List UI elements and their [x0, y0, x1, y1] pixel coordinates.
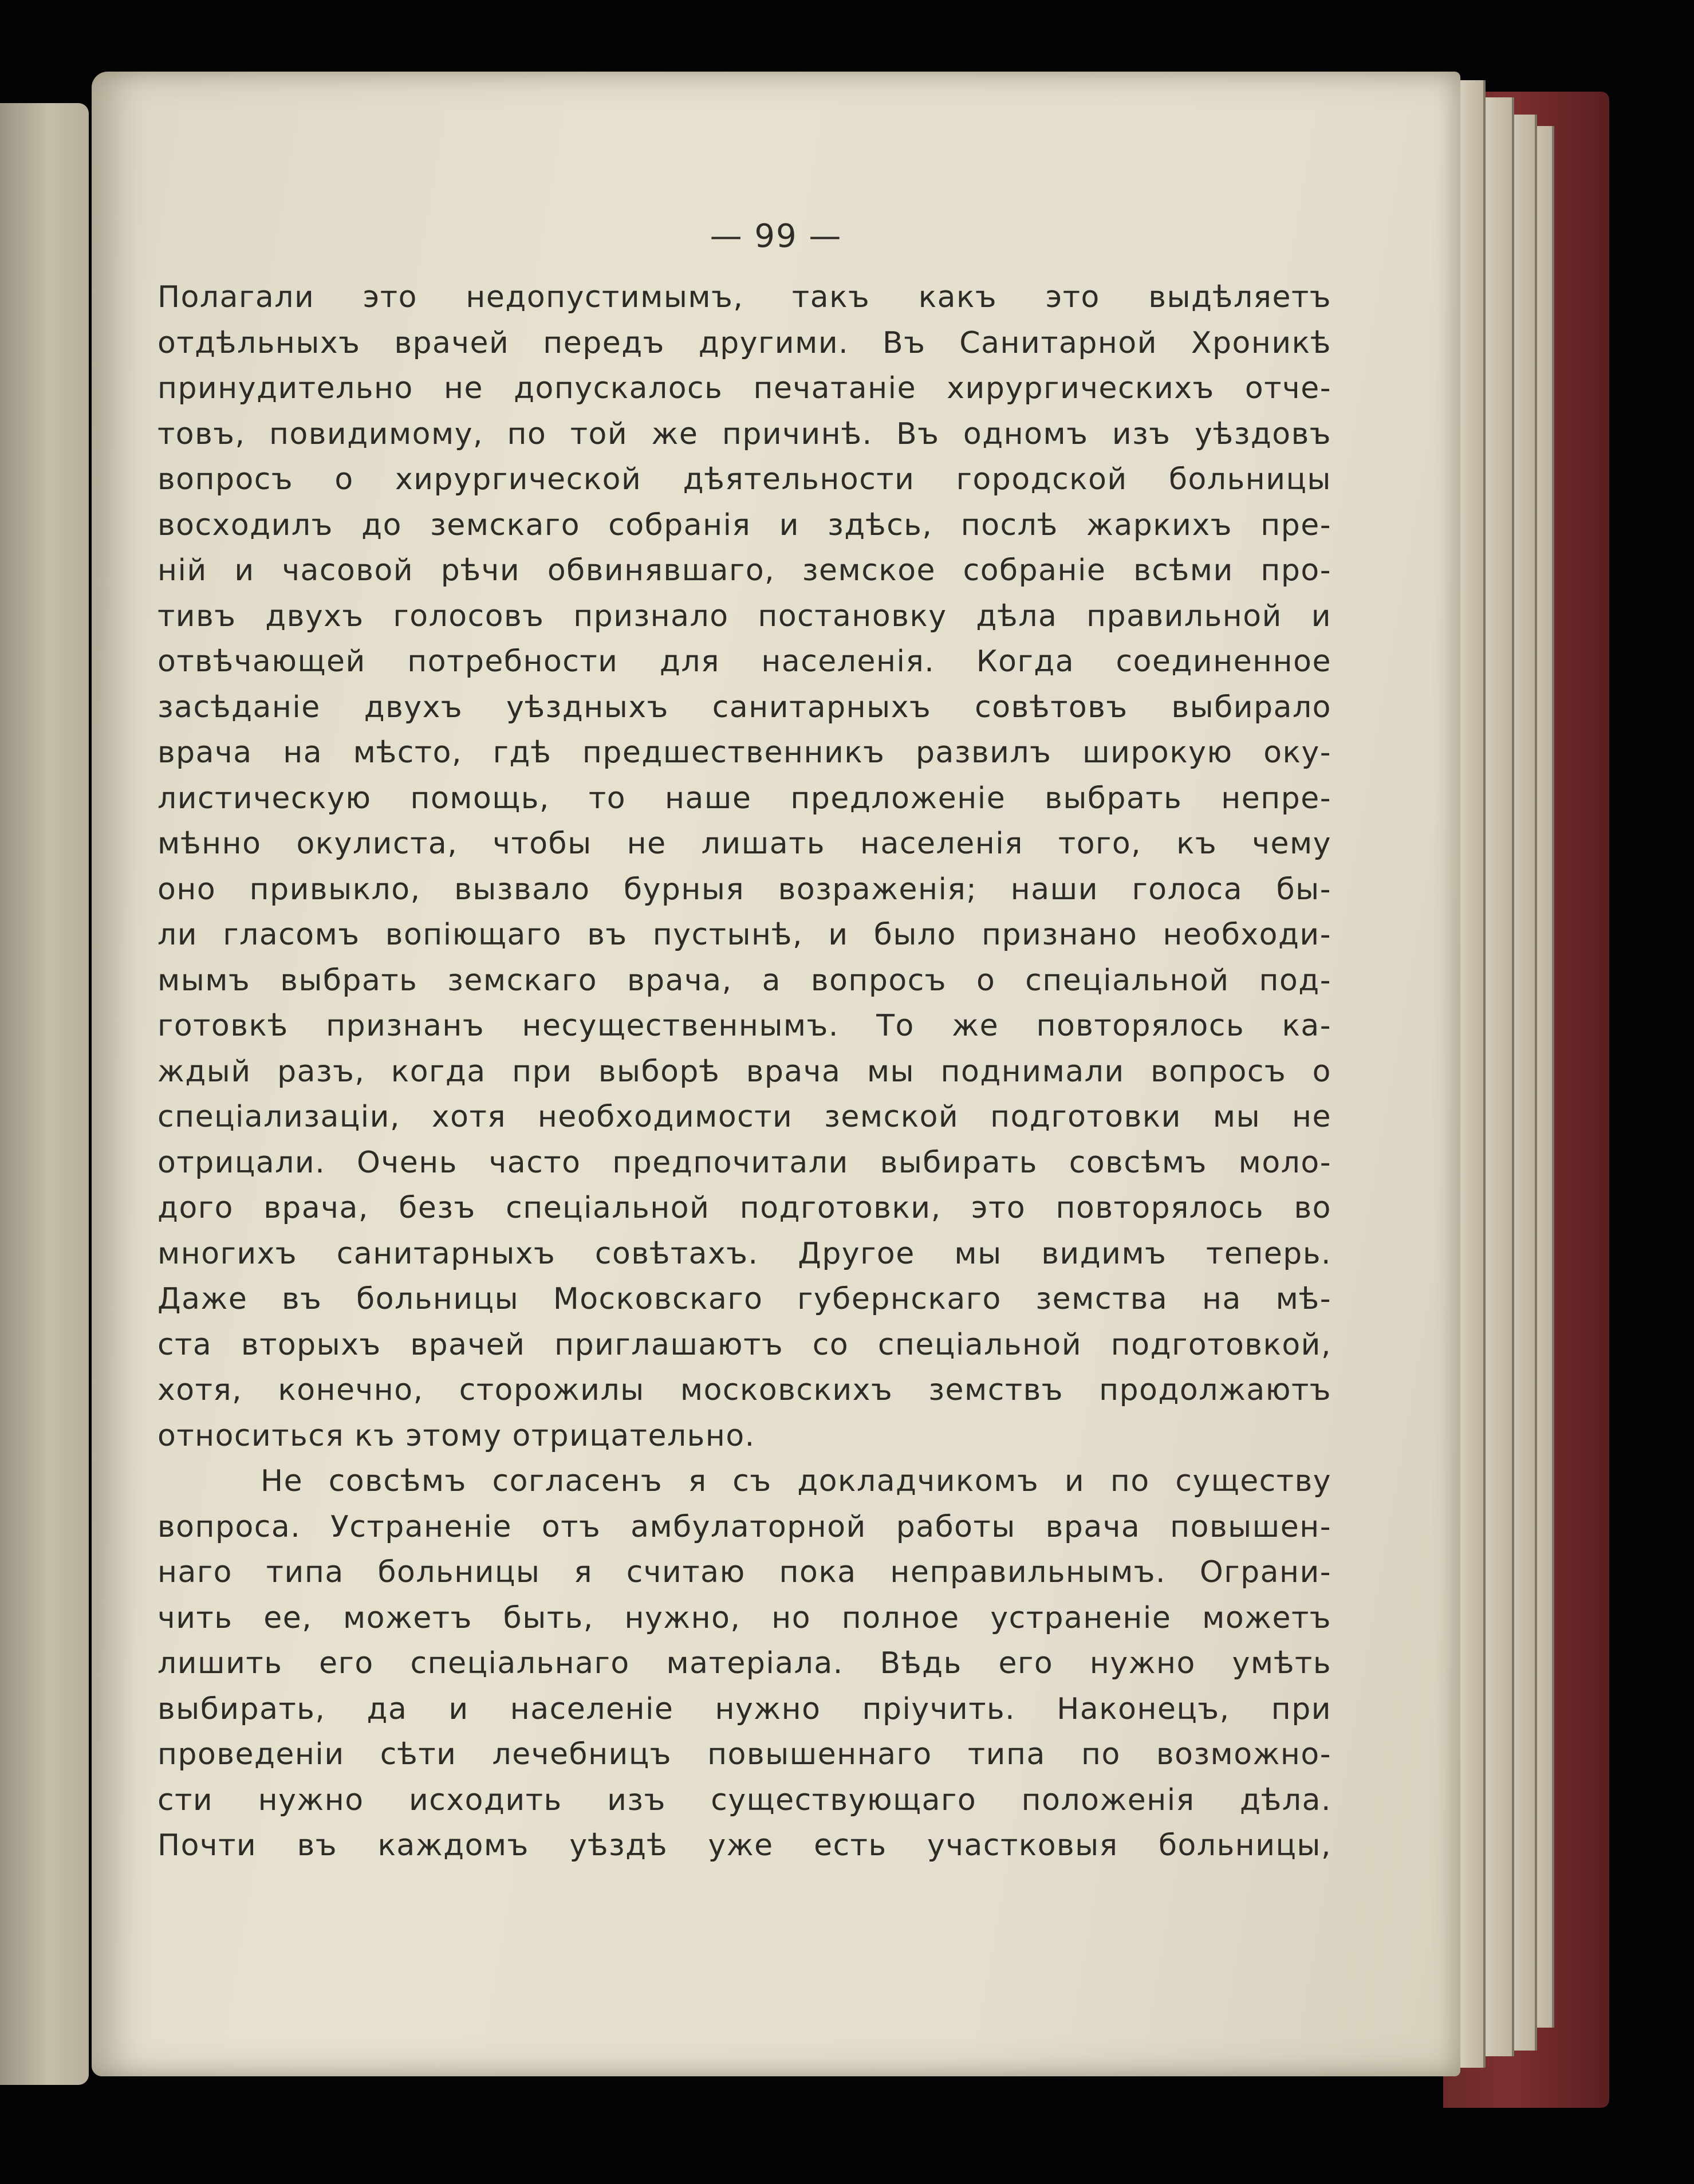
- text-line: наго типа больницы я считаю пока неправильнымъ. Ограни-: [157, 1555, 1331, 1589]
- text-line: хотя, конечно, сторожилы московскихъ земствъ продолжаютъ: [157, 1373, 1331, 1407]
- text-line: мѣнно окулиста, чтобы не лишать населенія того, къ чему: [157, 827, 1331, 861]
- book-page: [92, 72, 1460, 2076]
- text-line: Полагали это недопустимымъ, такъ какъ это выдѣляетъ: [157, 280, 1331, 314]
- text-line: чить ее, можетъ быть, нужно, но полное устраненіе можетъ: [157, 1600, 1331, 1635]
- text-line: отдѣльныхъ врачей передъ другими. Въ Санитарной Хроникѣ: [157, 325, 1331, 360]
- text-line: Почти въ каждомъ уѣздѣ уже есть участковыя больницы,: [157, 1828, 1331, 1863]
- text-line: мымъ выбрать земскаго врача, а вопросъ о спеціальной под-: [157, 963, 1331, 998]
- text-line: товъ, повидимому, по той же причинѣ. Въ одномъ изъ уѣздовъ: [157, 416, 1331, 451]
- text-line: ній и часовой рѣчи обвинявшаго, земское собраніе всѣми про-: [157, 553, 1331, 588]
- text-line: отвѣчающей потребности для населенія. Когда соединенное: [157, 644, 1331, 679]
- left-page-edge: [0, 103, 89, 2085]
- text-line: лишить его спеціальнаго матеріала. Вѣдь его нужно умѣть: [157, 1646, 1331, 1681]
- text-line: тивъ двухъ голосовъ признало постановку дѣла правильной и: [157, 599, 1331, 633]
- text-line: многихъ санитарныхъ совѣтахъ. Другое мы видимъ теперь.: [157, 1236, 1331, 1271]
- text-line: отрицали. Очень часто предпочитали выбирать совсѣмъ моло-: [157, 1145, 1331, 1180]
- text-line: восходилъ до земскаго собранія и здѣсь, послѣ жаркихъ пре-: [157, 507, 1331, 542]
- text-line: врача на мѣсто, гдѣ предшественникъ развилъ широкую оку-: [157, 735, 1331, 770]
- text-line: вопросъ о хирургической дѣятельности городской больницы: [157, 462, 1331, 497]
- text-line: готовкѣ признанъ несущественнымъ. То же повторялось ка-: [157, 1009, 1331, 1043]
- page-text: [157, 275, 1331, 1869]
- text-line: засѣданіе двухъ уѣздныхъ санитарныхъ совѣтовъ выбирало: [157, 690, 1331, 725]
- text-line: ста вторыхъ врачей приглашаютъ со спеціальной подготовкой,: [157, 1327, 1331, 1362]
- text-line: вопроса. Устраненіе отъ амбулаторной работы врача повышен-: [157, 1509, 1331, 1544]
- text-line: Даже въ больницы Московскаго губернскаго земства на мѣ-: [157, 1282, 1331, 1316]
- page-number: — 99 —: [710, 218, 842, 255]
- text-line: спеціализаціи, хотя необходимости земской подготовки мы не: [157, 1100, 1331, 1134]
- text-line: сти нужно исходить изъ существующаго положенія дѣла.: [157, 1782, 1331, 1817]
- text-line: относиться къ этому отрицательно.: [157, 1418, 755, 1453]
- text-line: листическую помощь, то наше предложеніе выбрать непре-: [157, 781, 1331, 816]
- text-line: выбирать, да и населеніе нужно пріучить. Наконецъ, при: [157, 1691, 1331, 1726]
- text-line: оно привыкло, вызвало бурныя возраженія; наши голоса бы-: [157, 872, 1331, 907]
- text-line: дого врача, безъ спеціальной подготовки, это повторялось во: [157, 1191, 1331, 1225]
- text-line: проведеніи сѣти лечебницъ повышеннаго типа по возможно-: [157, 1737, 1331, 1772]
- text-line: принудительно не допускалось печатаніе хирургическихъ отче-: [157, 371, 1331, 406]
- paragraph-start-line: Не совсѣмъ согласенъ я съ докладчикомъ и по существу: [261, 1464, 1331, 1498]
- text-line: ждый разъ, когда при выборѣ врача мы поднимали вопросъ о: [157, 1054, 1331, 1089]
- text-line: ли гласомъ вопіющаго въ пустынѣ, и было признано необходи-: [157, 918, 1331, 952]
